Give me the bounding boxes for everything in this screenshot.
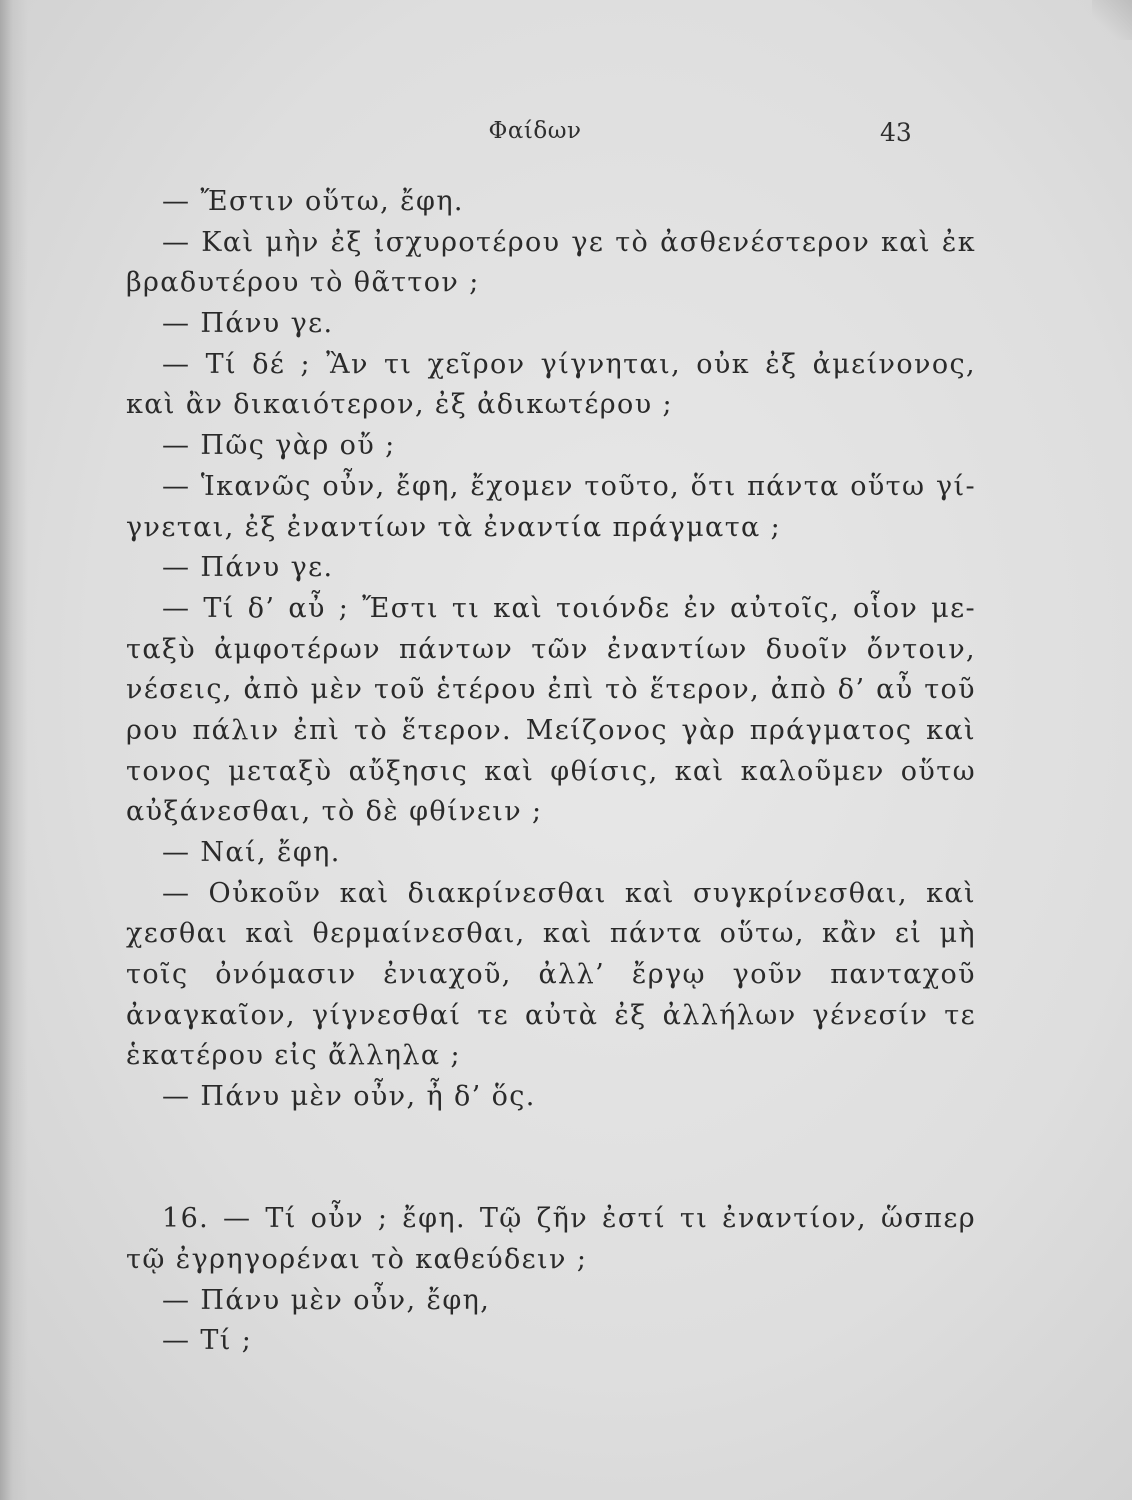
- text-line: — Ἱκανῶς οὖν, ἔφη, ἔχομεν τοῦτο, ὅτι πάντα οὕτω γί-: [162, 470, 976, 502]
- text-line: καὶ ἂν δικαιότερον, ἐξ ἀδικωτέρου ;: [126, 389, 673, 421]
- text-line: — Πῶς γὰρ οὔ ;: [162, 430, 396, 462]
- text-line: ταξὺ ἀμφοτέρων πάντων τῶν ἐναντίων δυοῖν ὄντοιν,: [126, 633, 976, 665]
- text-line: — Τί δ’ αὖ ; Ἔστι τι καὶ τοιόνδε ἐν αὐτοῖς, οἷον με-: [162, 592, 976, 624]
- text-line: νέσεις, ἀπὸ μὲν τοῦ ἑτέρου ἐπὶ τὸ ἕτερον, ἀπὸ δ’ αὖ τοῦ: [126, 674, 976, 706]
- text-line: — Ναί, ἔφη.: [162, 837, 341, 868]
- running-title: Φαίδων: [488, 118, 582, 144]
- gutter-shadow: [0, 0, 28, 1500]
- text-line: ἀναγκαῖον, γίγνεσθαί τε αὐτὰ ἐξ ἀλλήλων γένεσίν τε: [126, 999, 976, 1031]
- section-16-line: — Τί ;: [162, 1325, 253, 1357]
- section-16-line: 16. — Τί οὖν ; ἔφη. Τῷ ζῆν ἐστί τι ἐναντίον, ὥσπερ: [162, 1203, 976, 1235]
- text-line: — Πάνυ μὲν οὖν, ἦ δ’ ὅς.: [162, 1081, 536, 1113]
- text-line: — Πάνυ γε.: [162, 552, 334, 584]
- text-line: αὐξάνεσθαι, τὸ δὲ φθίνειν ;: [126, 796, 543, 828]
- section-gap: [126, 1118, 976, 1199]
- text-line: — Πάνυ γε.: [162, 308, 334, 340]
- page-corner-shading: [1092, 0, 1132, 40]
- text-line: βραδυτέρου τὸ θᾶττον ;: [126, 267, 480, 299]
- text-line: χεσθαι καὶ θερμαίνεσθαι, καὶ πάντα οὕτω, κἂν εἰ μὴ: [126, 918, 976, 950]
- text-line: — Καὶ μὴν ἐξ ἰσχυροτέρου γε τὸ ἀσθενέστερον καὶ ἐκ: [162, 226, 976, 258]
- text-line: — Ἔστιν οὕτω, ἔφη.: [162, 186, 464, 217]
- text-line: — Οὐκοῦν καὶ διακρίνεσθαι καὶ συγκρίνεσθαι, καὶ: [162, 877, 976, 909]
- section-16-line: τῷ ἐγρηγορέναι τὸ καθεύδειν ;: [126, 1243, 588, 1275]
- text-line: τονος μεταξὺ αὔξησις καὶ φθίσις, καὶ καλοῦμεν οὕτω: [126, 755, 976, 787]
- text-line: — Τί δέ ; Ἂν τι χεῖρον γίγνηται, οὐκ ἐξ ἀμείνονος,: [162, 348, 976, 380]
- text-line: ρου πάλιν ἐπὶ τὸ ἕτερον. Μείζονος γὰρ πράγματος καὶ: [126, 714, 976, 746]
- page-number: 43: [880, 118, 912, 147]
- text-line: γνεται, ἐξ ἐναντίων τὰ ἐναντία πράγματα ;: [126, 511, 782, 543]
- main-text: [126, 182, 976, 1362]
- page-header: [0, 118, 1132, 154]
- text-line: τοῖς ὀνόμασιν ἐνιαχοῦ, ἀλλ’ ἔργῳ γοῦν πανταχοῦ: [126, 959, 976, 991]
- text-line: ἑκατέρου εἰς ἄλληλα ;: [126, 1040, 461, 1072]
- section-16-line: — Πάνυ μὲν οὖν, ἔφη,: [162, 1284, 491, 1316]
